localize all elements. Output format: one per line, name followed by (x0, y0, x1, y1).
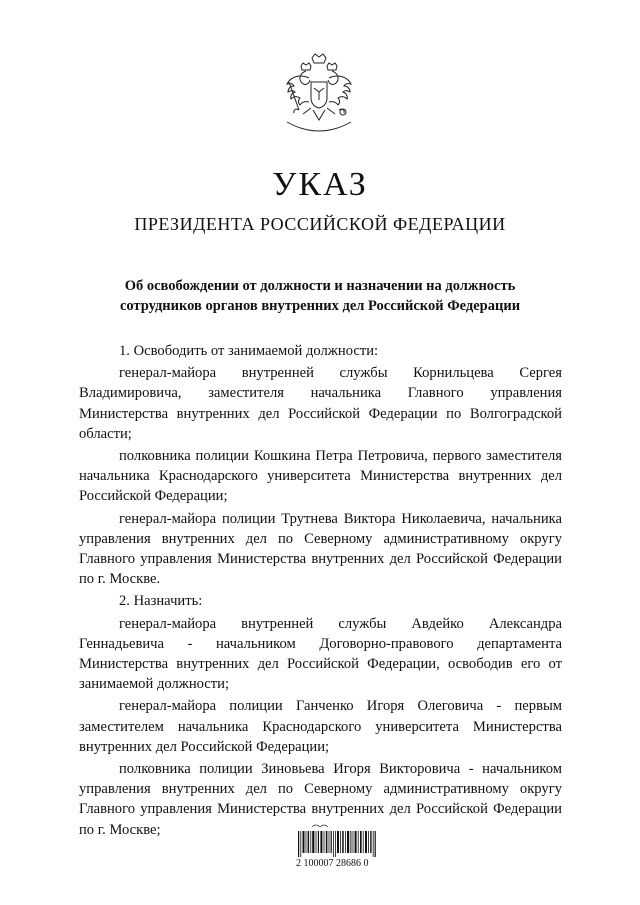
decree-heading-line-1: Об освобождении от должности и назначении на должность (124, 278, 516, 294)
document-title: УКАЗ (272, 166, 368, 203)
decree-body (79, 341, 562, 840)
decree-paragraph: генерал-майора внутренней службы Корнильцева Сергея Владимировича, заместителя начальника Главного управления Министерства внутренних дел Российской Федерации по Волгоградской области; (79, 365, 562, 442)
barcode-mark-icon (310, 822, 340, 829)
barcode-number: 2 100007 28686 0 (296, 858, 369, 869)
decree-paragraph: генерал-майора внутренней службы Авдейко Александра Геннадьевича - начальником Договорно-правового департамента Министерства внутренних дел Российской Федерации, освободив его от занимаемой должности; (79, 615, 562, 693)
decree-paragraph: полковника полиции Кошкина Петра Петровича, первого заместителя начальника Краснодарского университета Министерства внутренних дел Российской Федерации; (79, 448, 562, 505)
barcode (296, 822, 378, 874)
decree-heading-line-2: сотрудников органов внутренних дел Российской Федерации (119, 298, 521, 314)
decree-paragraph: полковника полиции Зиновьева Игоря Викторовича - начальником управления внутренних дел по Северному административному округу Главного управления Министерства внутренних дел Российской Федерации по г. Москве; (79, 761, 562, 838)
decree-paragraph: генерал-майора полиции Ганченко Игоря Олеговича - первым заместителем начальника Краснодарского университета Министерства внутренних дел Российской Федерации; (79, 698, 562, 755)
coat-of-arms-icon (281, 52, 357, 140)
document-subtitle: ПРЕЗИДЕНТА РОССИЙСКОЙ ФЕДЕРАЦИИ (134, 214, 506, 234)
decree-paragraph: 2. Назначить: (119, 593, 203, 610)
barcode-icon (298, 831, 376, 857)
decree-paragraph: 1. Освободить от занимаемой должности: (119, 343, 379, 359)
decree-paragraph: генерал-майора полиции Трутнева Виктора Николаевича, начальника управления внутренних дел по Северному административному округу Главного управления Министерства внутренних дел Российской Федерации по г. Москве. (79, 510, 562, 588)
